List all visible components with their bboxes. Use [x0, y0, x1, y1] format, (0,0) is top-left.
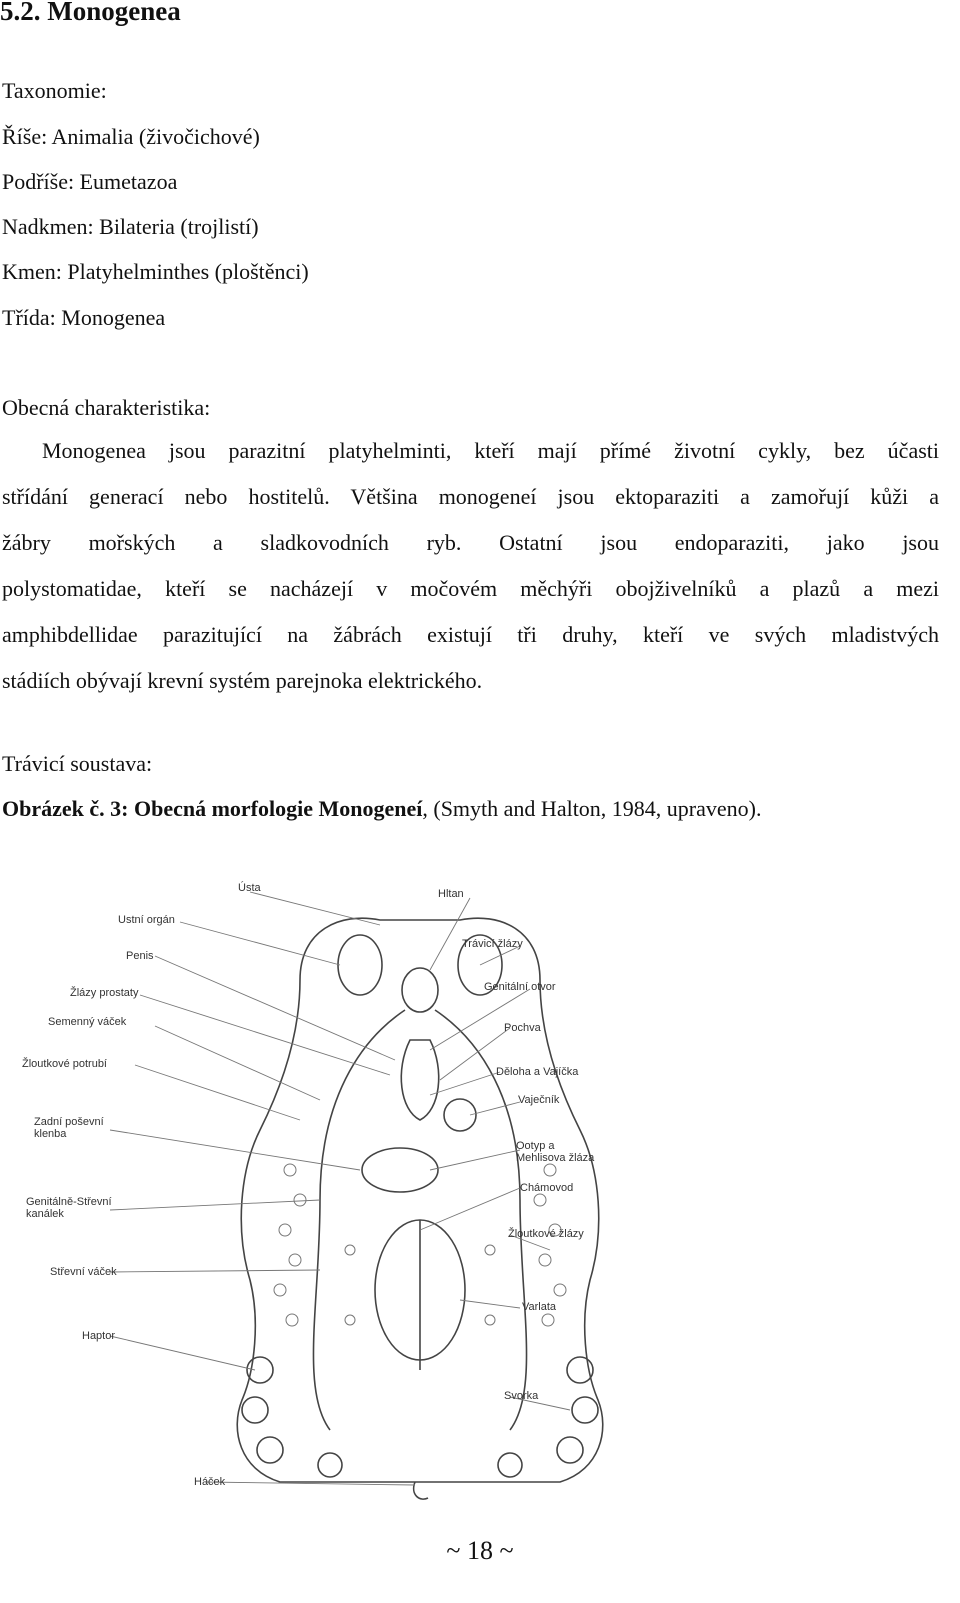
figure-caption-title: Obrázek č. 3: Obecná morfologie Monogeneí: [2, 796, 423, 821]
label-zlazy-prostaty: Žlázy prostaty: [70, 987, 139, 999]
label-strevni-vacek: Střevní váček: [50, 1266, 117, 1278]
paragraph-line: střídání generací nebo hostitelů. Většina monogeneí jsou ektoparaziti a zamořují kůži a: [2, 484, 939, 509]
section-heading: 5.2. Monogenea: [0, 0, 181, 26]
label-usta: Ústa: [238, 882, 261, 894]
oral-organ-left: [338, 935, 382, 995]
taxonomy-kingdom: Říše: Animalia (živočichové): [2, 124, 260, 149]
taxonomy-phylum: Kmen: Platyhelminthes (ploštěnci): [2, 259, 309, 284]
label-vajecnik: Vaječník: [518, 1094, 560, 1106]
label-chamovod: Chámovod: [520, 1182, 574, 1194]
uterus: [401, 1040, 438, 1120]
label-ustni-organ: Ustní orgán: [118, 914, 175, 926]
label-zadni-posevni: Zadní poševní: [34, 1116, 104, 1128]
mehlis-gland: [362, 1148, 438, 1192]
label-zloutkove-potrubi: Žloutkové potrubí: [22, 1058, 107, 1070]
morphology-drawing: [0, 870, 960, 1510]
label-varlata: Varlata: [522, 1301, 557, 1313]
intestine-left: [313, 1010, 405, 1430]
haptor-clamps: [242, 1357, 598, 1477]
taxonomy-label: Taxonomie:: [2, 78, 107, 103]
paragraph-line: polystomatidae, kteří se nacházejí v močovém měchýři obojživelníků a plazů a mezi: [2, 576, 939, 601]
characteristics-paragraph: [2, 428, 939, 704]
taxonomy-subkingdom: Podříše: Eumetazoa: [2, 169, 178, 194]
label-mehlisova-zlaza: Mehlisova žláza: [516, 1152, 595, 1164]
figure-caption: [2, 796, 761, 822]
label-pochva: Pochva: [504, 1022, 541, 1034]
label-ootyp: Ootyp a: [516, 1140, 555, 1152]
label-klenba: klenba: [34, 1128, 67, 1140]
paragraph-line: amphibdellidae parazitující na žábrách existují tři druhy, kteří ve svých mladistvých: [2, 622, 939, 647]
label-zloutkove-zlazy: Žloutkové žlázy: [508, 1228, 584, 1240]
label-deloha: Děloha a Vajíčka: [496, 1066, 579, 1078]
label-hltan: Hltan: [438, 888, 464, 900]
paragraph-line: Monogenea jsou parazitní platyhelminti, kteří mají přímé životní cykly, bez účasti: [42, 438, 939, 463]
digestive-system-label: Trávicí soustava:: [2, 751, 153, 776]
label-hacek: Háček: [194, 1476, 226, 1488]
label-travici-zlazy: Trávicí žlázy: [462, 938, 523, 950]
figure-caption-source: , (Smyth and Halton, 1984, upraveno).: [422, 796, 762, 821]
page-number: ~ 18 ~: [446, 1536, 514, 1565]
label-haptor: Haptor: [82, 1330, 116, 1342]
characteristics-label: Obecná charakteristika:: [2, 395, 211, 420]
label-penis: Penis: [126, 950, 154, 962]
hook: [414, 1482, 428, 1499]
monogenea-morphology-figure: [0, 870, 960, 1510]
label-kanalek: kanálek: [26, 1208, 64, 1220]
paragraph-line: stádiích obývají krevní systém parejnoka elektrického.: [2, 668, 483, 693]
pharynx: [402, 968, 438, 1012]
paragraph-line: žábry mořských a sladkovodních ryb. Ostatní jsou endoparaziti, jako jsou: [2, 530, 939, 555]
label-genitalni-otvor: Genitální otvor: [484, 981, 556, 993]
label-genitalne-strevni: Genitálně-Střevní: [26, 1196, 112, 1208]
taxonomy-superphylum: Nadkmen: Bilateria (trojlistí): [2, 214, 259, 239]
label-semenny-vacek: Semenný váček: [48, 1016, 127, 1028]
taxonomy-class: Třída: Monogenea: [2, 305, 166, 330]
label-svorka: Svorka: [504, 1390, 539, 1402]
body-outline: [237, 918, 603, 1482]
